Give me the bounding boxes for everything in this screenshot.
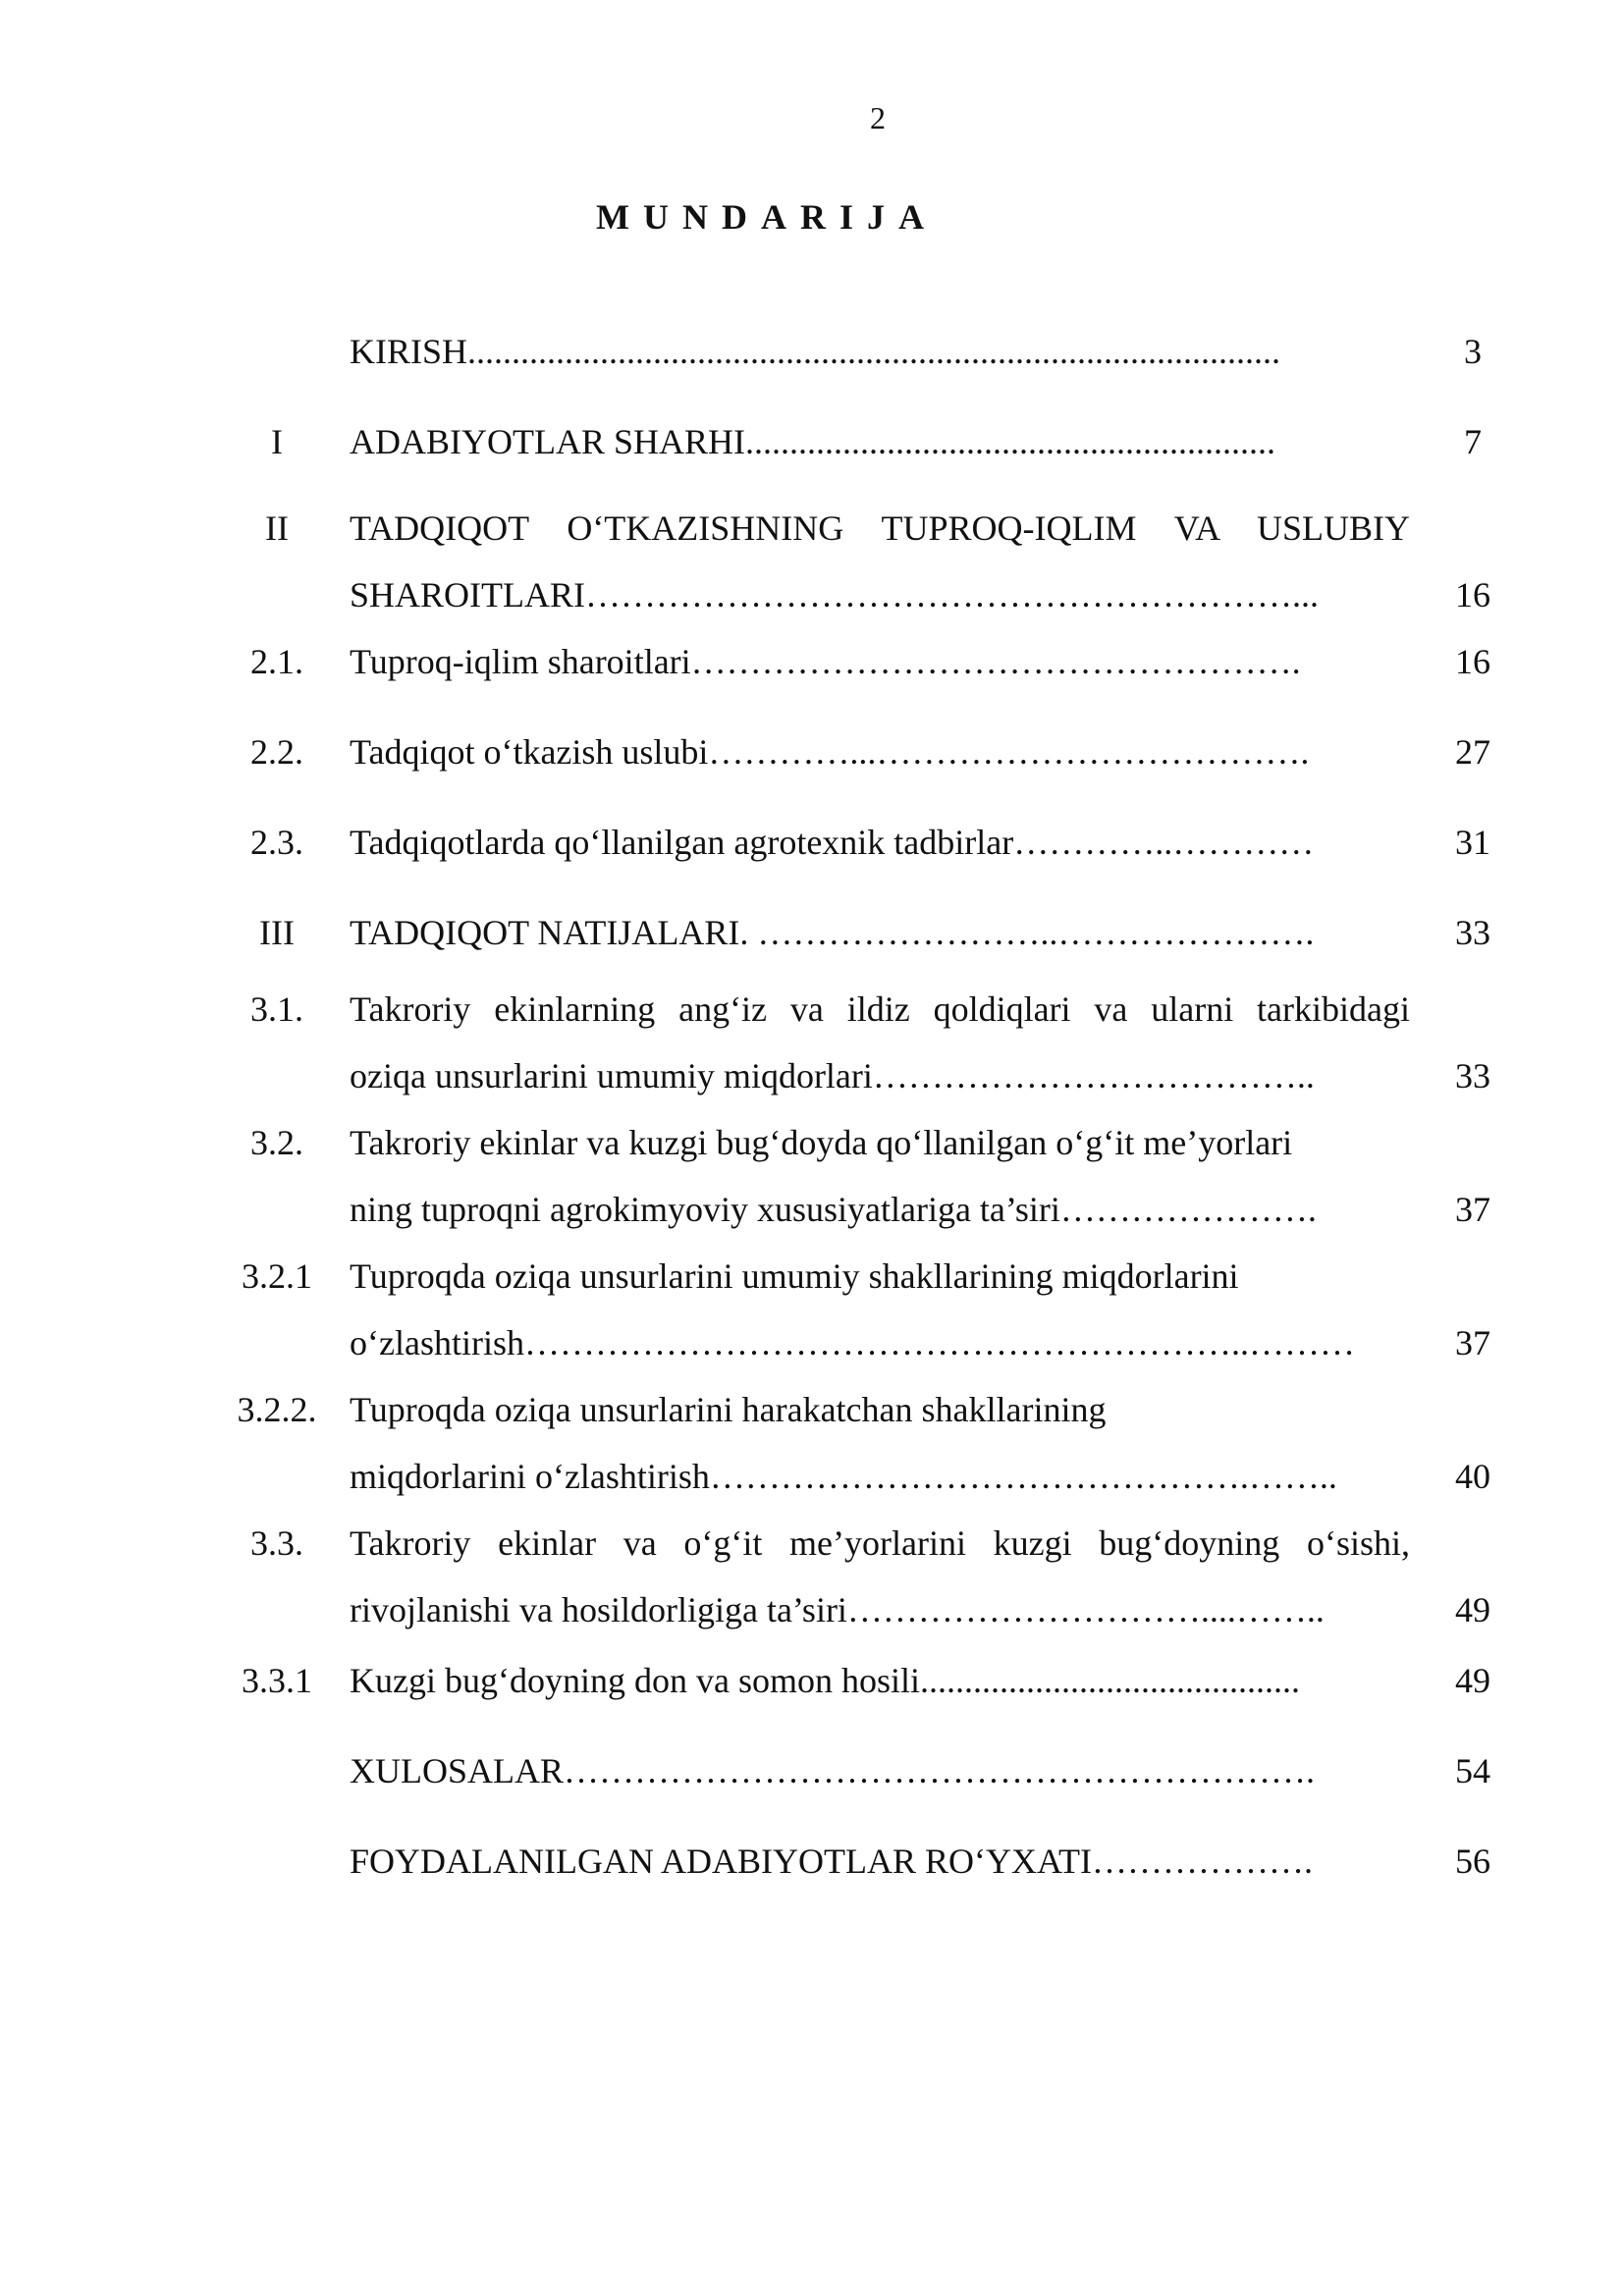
toc-entry-number: I [271, 422, 283, 461]
toc-entry-title: ning tuproqni agrokimyoviy xususiyatlariga ta’siri…………………. [350, 1190, 1317, 1229]
toc-entry-page: 37 [1455, 1323, 1490, 1362]
toc-entry-number: 3.1. [250, 989, 303, 1029]
toc-entry-number: 3.2. [250, 1123, 303, 1162]
toc-entry-title: TADQIQOT O‘TKAZISHNING TUPROQ-IQLIM VA USLUBIY [350, 508, 1410, 548]
toc-entry-title: Tuproqda oziqa unsurlarini umumiy shakllarining miqdorlarini [350, 1256, 1239, 1296]
toc-entry-page: 49 [1455, 1661, 1490, 1700]
toc-entry-number: 3.2.2. [237, 1390, 317, 1429]
page-number: 2 [870, 100, 886, 135]
toc-entry-number: 3.2.1 [242, 1256, 312, 1296]
toc-entry-title: TADQIQOT NATIJALARI. ……………………..…………………. [350, 913, 1315, 952]
toc-entry-title: Tuproqda oziqa unsurlarini harakatchan shakllarining [350, 1390, 1107, 1429]
toc-entry-title: Tuproq-iqlim sharoitlari……………………………………………. [350, 642, 1301, 681]
toc-entry-page: 33 [1455, 913, 1490, 952]
toc-entry-number: III [259, 913, 295, 952]
toc-entry-page: 49 [1455, 1590, 1490, 1629]
toc-entry-page: 37 [1455, 1190, 1490, 1229]
toc-entry-title: oziqa unsurlarini umumiy miqdorlari……………………………….. [350, 1056, 1315, 1095]
toc-entry-title: SHAROITLARI……………………………………………………... [350, 575, 1319, 614]
toc-entry-page: 7 [1464, 422, 1482, 461]
toc-entry-page: 33 [1455, 1056, 1490, 1095]
toc-entry-number: 2.2. [250, 732, 303, 772]
toc-entry-title: Tadqiqotlarda qo‘llanilgan agrotexnik tadbirlar…………..………… [350, 823, 1315, 862]
toc-entry-number: 3.3.1 [242, 1661, 312, 1700]
toc-entry-title: KIRISH............................................................................................ [350, 332, 1281, 371]
toc-entry-number: 2.1. [250, 642, 303, 681]
toc-entry-page: 16 [1455, 642, 1490, 681]
toc-entry-number: 3.3. [250, 1523, 303, 1563]
toc-entry-title: XULOSALAR………………………………………………………. [350, 1751, 1316, 1790]
toc-entry-title: Takroriy ekinlarning ang‘iz va ildiz qoldiqlari va ularni tarkibidagi [350, 989, 1410, 1029]
toc-entry-title: ADABIYOTLAR SHARHI............................................................ [350, 422, 1275, 461]
toc-entry-title: Takroriy ekinlar va o‘g‘it me’yorlarini kuzgi bug‘doyning o‘sishi, [350, 1523, 1410, 1563]
toc-entry-page: 40 [1455, 1457, 1490, 1496]
toc-entry-title: FOYDALANILGAN ADABIYOTLAR RO‘YXATI………………. [350, 1842, 1313, 1881]
toc-entry-page: 16 [1455, 575, 1490, 614]
toc-entry-page: 31 [1455, 823, 1490, 862]
toc-entry-number: 2.3. [250, 823, 303, 862]
toc-entry-title: miqdorlarini o‘zlashtirish……………………………………….…….. [350, 1457, 1337, 1496]
toc-entry-page: 3 [1464, 332, 1482, 371]
toc-entry-title: Kuzgi bug‘doyning don va somon hosili........................................... [350, 1661, 1300, 1700]
toc-entry-title: Takroriy ekinlar va kuzgi bug‘doyda qo‘llanilgan o‘g‘it me’yorlari [350, 1123, 1293, 1162]
toc-entry-page: 56 [1455, 1842, 1490, 1881]
toc-entry-page: 27 [1455, 732, 1490, 772]
toc-entry-number: II [265, 508, 289, 548]
toc-entry-page: 54 [1455, 1751, 1490, 1790]
toc-entry-title: Tadqiqot o‘tkazish uslubi…………...………………………………. [350, 732, 1310, 772]
toc-entry-title: o‘zlashtirish……………………………………………………..……… [350, 1323, 1355, 1362]
toc-entry-title: rivojlanishi va hosildorligiga ta’siri…………………………....…….. [350, 1590, 1325, 1629]
page-title: MUNDARIJA [596, 197, 938, 237]
